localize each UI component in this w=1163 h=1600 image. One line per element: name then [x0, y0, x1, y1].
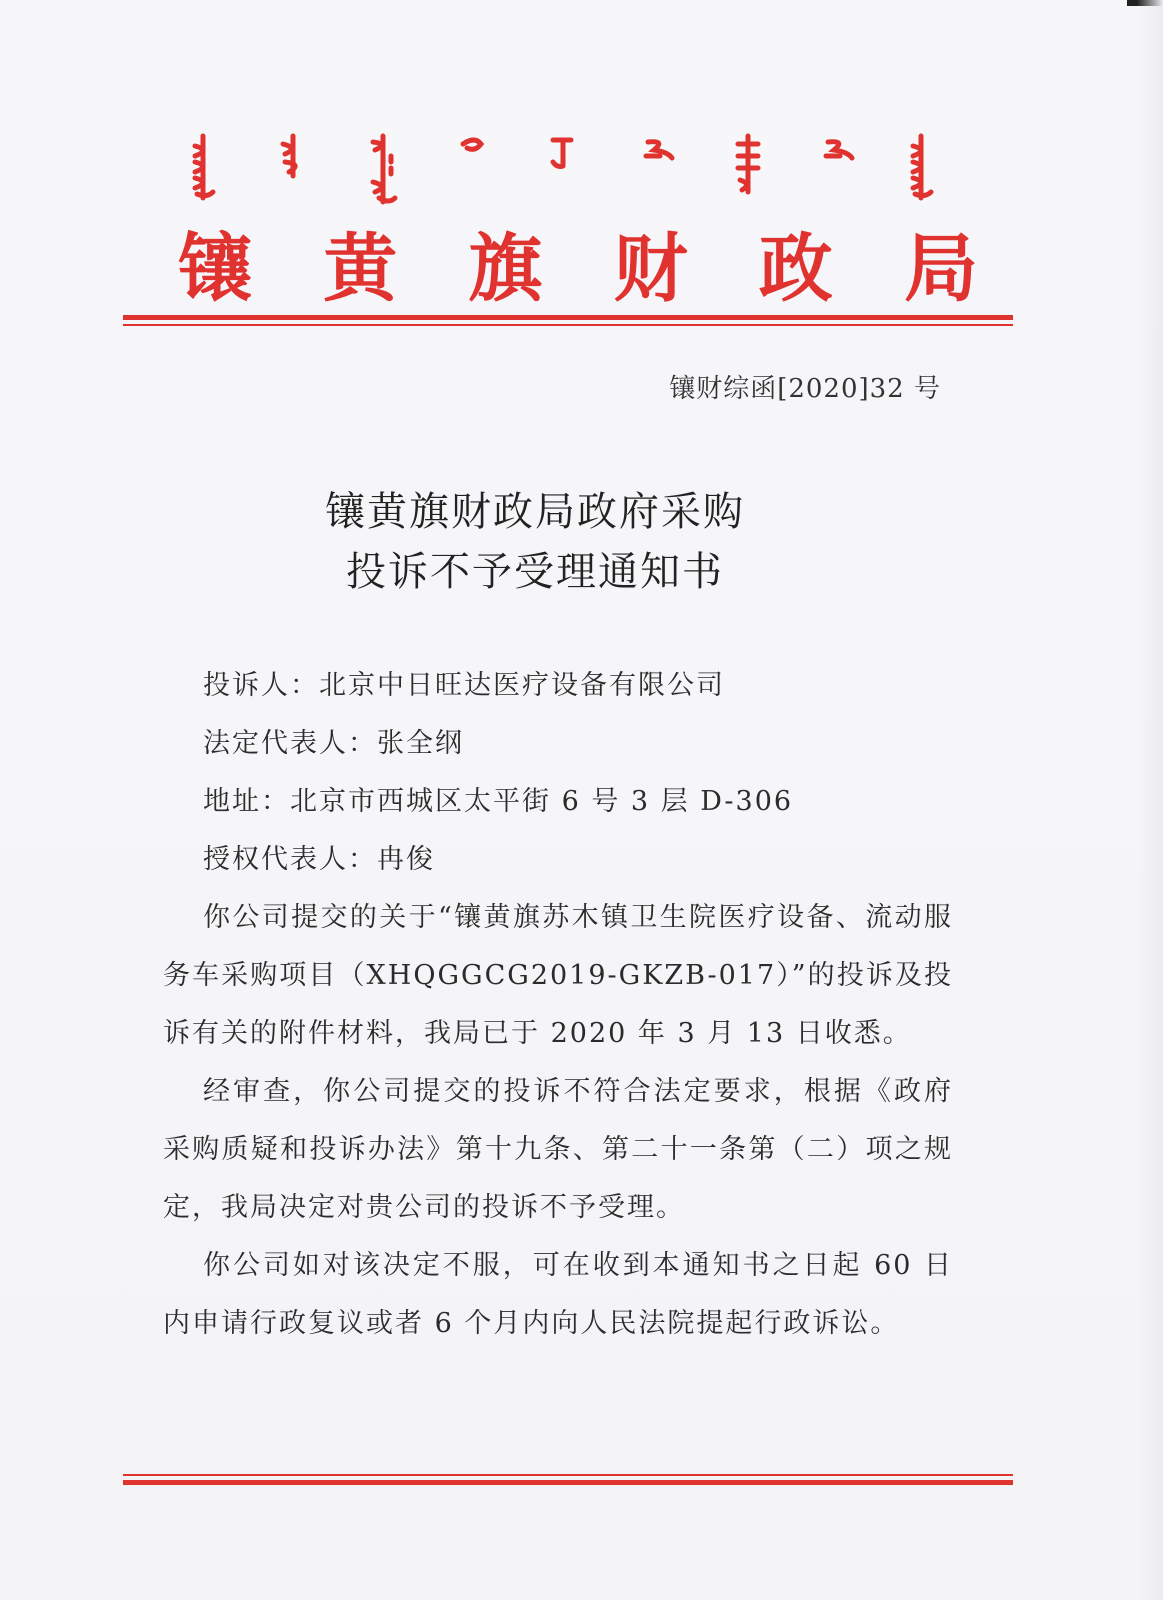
- complainant-line: 投诉人：北京中日旺达医疗设备有限公司: [203, 670, 725, 701]
- legal-rep-line: 法定代表人：张全纲: [203, 728, 464, 759]
- letterhead-mongolian-script: [185, 132, 975, 212]
- title-line-1: 镶黄旗财政局政府采购: [325, 489, 745, 535]
- title-line-2: 投诉不予受理通知书: [346, 549, 724, 595]
- footer-divider: [123, 1474, 1013, 1485]
- letterhead-char: 政: [758, 226, 833, 312]
- mongolian-glyph: [365, 132, 401, 208]
- letterhead-char: 财: [613, 226, 688, 312]
- mongolian-glyph: [903, 132, 939, 202]
- mongolian-glyph: [185, 132, 221, 202]
- document-body: [163, 657, 953, 1353]
- authorized-rep-line: 授权代表人：冉俊: [203, 844, 435, 875]
- letterhead-char: 黄: [323, 226, 398, 312]
- document-number: 镶财综函[2020]32 号: [669, 374, 941, 404]
- letterhead-char: 局: [903, 226, 978, 312]
- address-line: 地址：北京市西城区太平街 6 号 3 层 D-306: [203, 786, 794, 817]
- scan-edge-shadow: [1137, 0, 1163, 1600]
- letterhead-char: 镶: [178, 226, 252, 312]
- mongolian-glyph: [820, 132, 860, 172]
- letterhead-char: 旗: [468, 226, 543, 312]
- mongolian-glyph: [457, 132, 493, 162]
- mongolian-glyph: [275, 132, 311, 182]
- body-paragraph: 你公司提交的关于“镶黄旗苏木镇卫生院医疗设备、流动服务车采购项目（XHQGGCG2019-GKZB-017）”的投诉及投诉有关的附件材料，我局已于 2020 年 3 月 13 日收悉。: [163, 902, 953, 1049]
- body-paragraph: 你公司如对该决定不服，可在收到本通知书之日起 60 日内申请行政复议或者 6 个月内向人民法院提起行政诉讼。: [163, 1250, 953, 1339]
- letterhead-org-name: [178, 218, 978, 312]
- mongolian-glyph: [730, 132, 766, 198]
- document-title: [0, 482, 1070, 602]
- mongolian-glyph: [545, 132, 581, 172]
- letterhead-divider: [123, 315, 1013, 326]
- mongolian-glyph: [640, 132, 680, 172]
- body-paragraph: 经审查，你公司提交的投诉不符合法定要求，根据《政府采购质疑和投诉办法》第十九条、第二十一条第（二）项之规定，我局决定对贵公司的投诉不予受理。: [163, 1076, 953, 1223]
